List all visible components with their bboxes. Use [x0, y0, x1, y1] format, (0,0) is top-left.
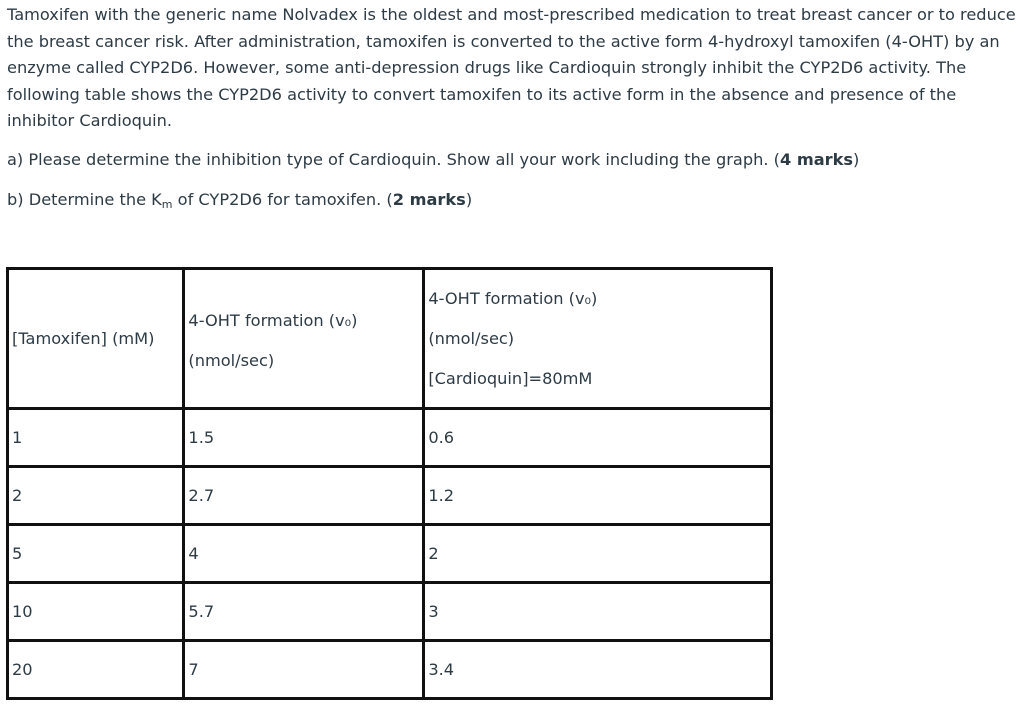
question-a-text: a) Please determine the inhibition type of Cardioquin. Show all your work including the graph. ( [7, 150, 780, 169]
table-header-row [8, 269, 772, 409]
table-row [8, 409, 772, 467]
cell-tamoxifen: 5 [8, 525, 184, 583]
cell-v0-inhibitor: 3 [424, 583, 772, 641]
header-tamoxifen [8, 269, 184, 409]
question-a [7, 149, 859, 171]
question-a-marks: 4 marks [779, 150, 854, 169]
header-v0-line2: (nmol/sec) [188, 350, 275, 370]
header-tamoxifen-label: [Tamoxifen] (mM) [12, 328, 155, 348]
question-b-suffix: of CYP2D6 for tamoxifen. ( [172, 190, 393, 209]
cell-v0: 7 [184, 641, 424, 699]
cell-tamoxifen: 20 [8, 641, 184, 699]
question-b-close: ) [465, 190, 473, 209]
cell-v0-inhibitor: 2 [424, 525, 772, 583]
question-b-marks: 2 marks [392, 190, 466, 209]
question-b-prefix: b) Determine the K [7, 190, 162, 209]
table-row [8, 525, 772, 583]
cell-v0-inhibitor: 1.2 [424, 467, 772, 525]
header-v0-inhibitor-line3: [Cardioquin]=80mM [428, 368, 593, 388]
intro-paragraph: Tamoxifen with the generic name Nolvadex is the oldest and most-prescribed medication to treat breast cancer or to reduce the breast cancer risk. After administration, tamoxifen is converted to the active form 4-hydroxyl tamoxifen (4-OHT) by an enzyme called CYP2D6. However, some anti-depression drugs like Cardioquin strongly inhibit the CYP2D6 activity. The following table shows the CYP2D6 activity to convert tamoxifen to its active form in the absence and presence of the inhibitor Cardioquin. [7, 5, 1016, 130]
km-subscript: m [161, 198, 173, 211]
cell-tamoxifen: 1 [8, 409, 184, 467]
header-v0-line1: 4-OHT formation (v₀) [188, 310, 358, 330]
table-row [8, 641, 772, 699]
question-a-close: ) [853, 150, 860, 169]
table-row [8, 583, 772, 641]
cell-v0: 1.5 [184, 409, 424, 467]
cell-v0-inhibitor: 0.6 [424, 409, 772, 467]
cell-v0: 2.7 [184, 467, 424, 525]
cell-v0: 4 [184, 525, 424, 583]
cell-v0-inhibitor: 3.4 [424, 641, 772, 699]
header-v0-inhibitor-line2: (nmol/sec) [428, 328, 515, 348]
kinetics-table [6, 267, 773, 700]
cell-tamoxifen: 10 [8, 583, 184, 641]
table-row [8, 467, 772, 525]
question-b [7, 189, 472, 216]
header-v0-inhibitor-line1: 4-OHT formation (v₀) [428, 288, 598, 308]
header-v0-inhibitor [424, 269, 772, 409]
header-v0 [184, 269, 424, 409]
cell-v0: 5.7 [184, 583, 424, 641]
cell-tamoxifen: 2 [8, 467, 184, 525]
